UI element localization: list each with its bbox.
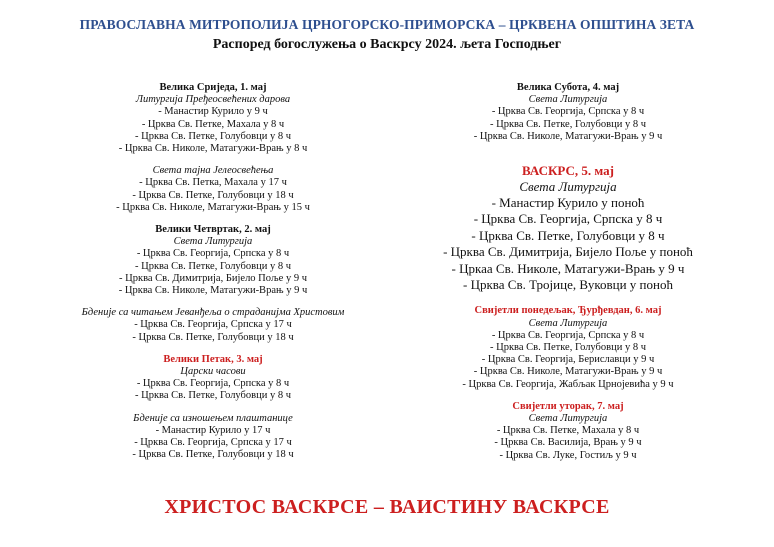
- list-item: - Црква Св. Георгија, Српска у 17 ч: [134, 437, 292, 449]
- easter-greeting: ХРИСТОС ВАСКРСЕ – ВАИСТИНУ ВАСКРСЕ: [164, 496, 610, 518]
- service-list: [398, 425, 738, 462]
- day-heading: Велика Сриједа, 1. мај: [159, 82, 267, 93]
- left-column: [44, 82, 382, 461]
- list-item: - Црква Св. Георгија, Српска у 8 ч: [473, 211, 663, 227]
- list-item: - Црква Св. Василија, Врањ у 9 ч: [494, 437, 642, 449]
- list-item: - Црква Св. Николе, Матагужи-Врањ у 15 ч: [116, 201, 310, 213]
- list-item: - Црква Св. Петке, Голубовци у 8 ч: [489, 342, 646, 354]
- easter-heading: ВАСКРС, 5. мај: [522, 163, 614, 179]
- day-heading: Велики Четвртак, 2. мај: [155, 224, 271, 236]
- service-list: [44, 177, 382, 214]
- service-list: [398, 195, 738, 293]
- list-item: - Црква Св. Димитрија, Бијело Поље у 9 ч: [119, 272, 307, 284]
- service-title: Света тајна Јелеосвећења: [152, 165, 274, 177]
- list-item: - Манастир Курило у 9 ч: [158, 106, 268, 118]
- list-item: - Црква Св. Георгија, Жабљак Црнојевића у 9 ч: [462, 378, 674, 390]
- list-item: - Црква Св. Петке, Махала у 8 ч: [141, 118, 285, 130]
- list-item: - Црква Св. Георгија, Српска у 17 ч: [134, 319, 292, 331]
- service-title: Света Литургија: [528, 413, 608, 425]
- list-item: - Црква Св. Николе, Матагужи-Врањ у 9 ч: [473, 130, 663, 142]
- service-list: [44, 319, 382, 343]
- service-title: Света Литургија: [528, 317, 608, 329]
- day-heading: Велика Субота, 4. мај: [516, 82, 620, 93]
- list-item: - Црква Св. Георгија, Српска у 8 ч: [491, 329, 645, 341]
- service-list: [44, 106, 382, 155]
- service-title: Литургија Пређеосвећених дарова: [135, 94, 291, 106]
- list-item: - Црква Св. Георгија, Српска у 8 ч: [136, 378, 290, 390]
- service-list: [44, 425, 382, 462]
- list-item: - Црква Св. Петке, Голубовци у 18 ч: [132, 331, 294, 343]
- service-title: Света Литургија: [519, 179, 617, 195]
- list-item: - Црква Св. Петке, Голубовци у 8 ч: [134, 260, 291, 272]
- service-title: Света Литургија: [528, 94, 608, 106]
- list-item: - Црква Св. Петка, Махала у 17 ч: [139, 177, 287, 189]
- right-column: [398, 82, 738, 462]
- list-item: - Црква Св. Петке, Голубовци у 8 ч: [489, 118, 646, 130]
- list-item: - Црква Св. Николе, Матагужи-Врањ у 8 ч: [118, 143, 308, 155]
- list-item: - Црква Св. Петке, Голубовци у 8 ч: [471, 227, 665, 243]
- list-item: - Црква Св. Георгија, Српска у 8 ч: [136, 248, 290, 260]
- list-item: - Црква Св. Луке, Гостиљ у 9 ч: [499, 449, 637, 461]
- page-title: ПРАВОСЛАВНА МИТРОПОЛИЈА ЦРНОГОРСКО-ПРИМОРСКА – ЦРКВЕНА ОПШТИНА ЗЕТА: [79, 17, 695, 32]
- service-list: [44, 378, 382, 402]
- list-item: - Црква Св. Петке, Голубовци у 8 ч: [134, 130, 291, 142]
- day-heading: Свијетли понедељак, Ђурђевдан, 6. мај: [474, 305, 662, 317]
- list-item: - Манастир Курило у поноћ: [491, 195, 645, 211]
- service-title: Царски часови: [180, 366, 246, 378]
- list-item: - Црква Св. Петке, Махала у 8 ч: [496, 425, 640, 437]
- service-list: [398, 106, 738, 143]
- list-item: - Црква Св. Николе, Матагужи-Врањ у 9 ч: [118, 285, 308, 297]
- service-title: Света Литургија: [173, 236, 253, 248]
- list-item: - Црква Св. Петке, Голубовци у 18 ч: [132, 189, 294, 201]
- list-item: - Црква Св. Петке, Голубовци у 18 ч: [132, 449, 294, 461]
- service-title: Бденије са читањем Јеванђеља о страданијма Христовим: [81, 307, 345, 319]
- day-heading: Свијетли уторак, 7. мај: [512, 400, 624, 412]
- service-list: [398, 330, 738, 391]
- service-title: Бденије са изношењем плаштанице: [133, 412, 293, 424]
- list-item: - Црква Св. Тројице, Вуковци у поноћ: [463, 277, 673, 293]
- list-item: - Црква Св. Димитрија, Бијело Поље у поноћ: [443, 244, 693, 260]
- list-item: - Манастир Курило у 17 ч: [155, 424, 271, 436]
- list-item: - Црква Св. Николе, Матагужи-Врањ у 9 ч: [473, 366, 663, 378]
- list-item: - Цркаа Св. Николе, Матагужи-Врањ у 9 ч: [451, 260, 685, 276]
- list-item: - Црква Св. Георгија, Бериславци у 9 ч: [481, 354, 655, 366]
- list-item: - Црква Св. Георгија, Српска у 8 ч: [491, 106, 645, 118]
- day-heading: Велики Петак, 3. мај: [163, 353, 263, 365]
- page-subtitle: Распоред богослужења о Васкрсу 2024. љета Господњег: [212, 37, 562, 52]
- service-list: [44, 248, 382, 297]
- list-item: - Црква Св. Петке, Голубовци у 8 ч: [134, 390, 291, 402]
